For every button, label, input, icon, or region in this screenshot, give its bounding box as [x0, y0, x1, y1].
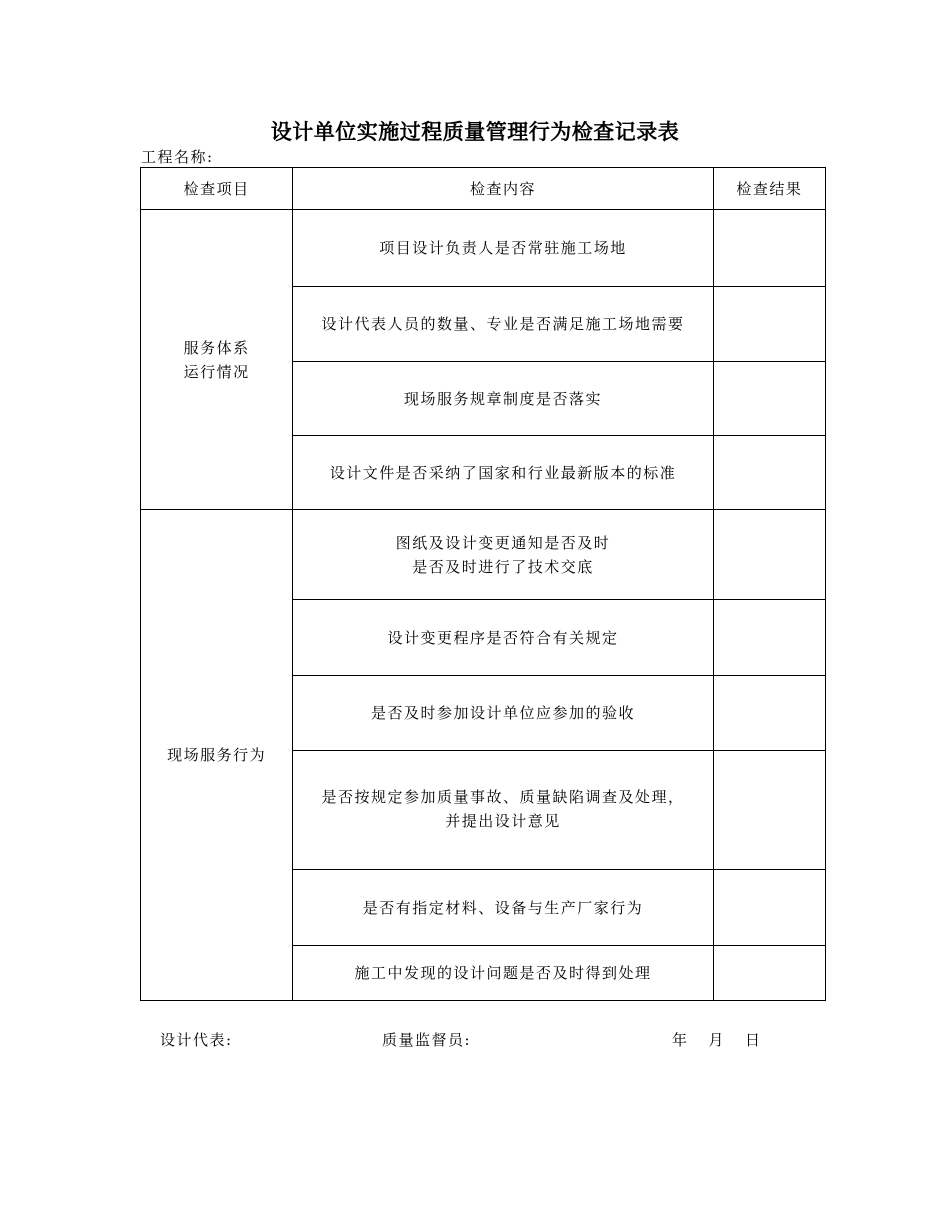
check-content: 施工中发现的设计问题是否及时得到处理	[293, 946, 714, 1001]
table-row	[141, 510, 826, 600]
check-content: 图纸及设计变更通知是否及时 是否及时进行了技术交底	[293, 510, 714, 600]
result-cell[interactable]	[713, 510, 825, 600]
day-label: 日	[745, 1031, 762, 1049]
result-cell[interactable]	[713, 362, 825, 436]
page-title: 设计单位实施过程质量管理行为检查记录表	[270, 120, 680, 144]
check-content: 设计文件是否采纳了国家和行业最新版本的标准	[293, 436, 714, 510]
year-label: 年	[672, 1031, 689, 1049]
check-content: 设计代表人员的数量、专业是否满足施工场地需要	[293, 287, 714, 362]
supervisor-signature-label: 质量监督员:	[382, 1031, 472, 1049]
check-content: 现场服务规章制度是否落实	[293, 362, 714, 436]
section-name-service-system: 服务体系 运行情况	[141, 210, 293, 510]
table-row	[141, 210, 826, 287]
result-cell[interactable]	[713, 946, 825, 1001]
month-label: 月	[708, 1031, 726, 1049]
header-content: 检查内容	[293, 168, 714, 210]
section-name-onsite-service: 现场服务行为	[141, 510, 293, 1001]
inspection-table	[140, 167, 826, 1001]
check-content: 是否有指定材料、设备与生产厂家行为	[293, 870, 714, 946]
check-content: 是否按规定参加质量事故、质量缺陷调查及处理， 并提出设计意见	[293, 751, 714, 870]
result-cell[interactable]	[713, 436, 825, 510]
result-cell[interactable]	[713, 870, 825, 946]
table-header-row	[141, 168, 826, 210]
project-name-label: 工程名称:	[141, 148, 214, 166]
result-cell[interactable]	[713, 600, 825, 676]
result-cell[interactable]	[713, 751, 825, 870]
result-cell[interactable]	[713, 676, 825, 751]
header-item: 检查项目	[141, 168, 293, 210]
check-content: 是否及时参加设计单位应参加的验收	[293, 676, 714, 751]
result-cell[interactable]	[713, 287, 825, 362]
header-result: 检查结果	[713, 168, 825, 210]
date-field	[672, 1029, 782, 1050]
check-content: 项目设计负责人是否常驻施工场地	[293, 210, 714, 287]
check-content: 设计变更程序是否符合有关规定	[293, 600, 714, 676]
result-cell[interactable]	[713, 210, 825, 287]
designer-signature-label: 设计代表:	[160, 1031, 233, 1049]
